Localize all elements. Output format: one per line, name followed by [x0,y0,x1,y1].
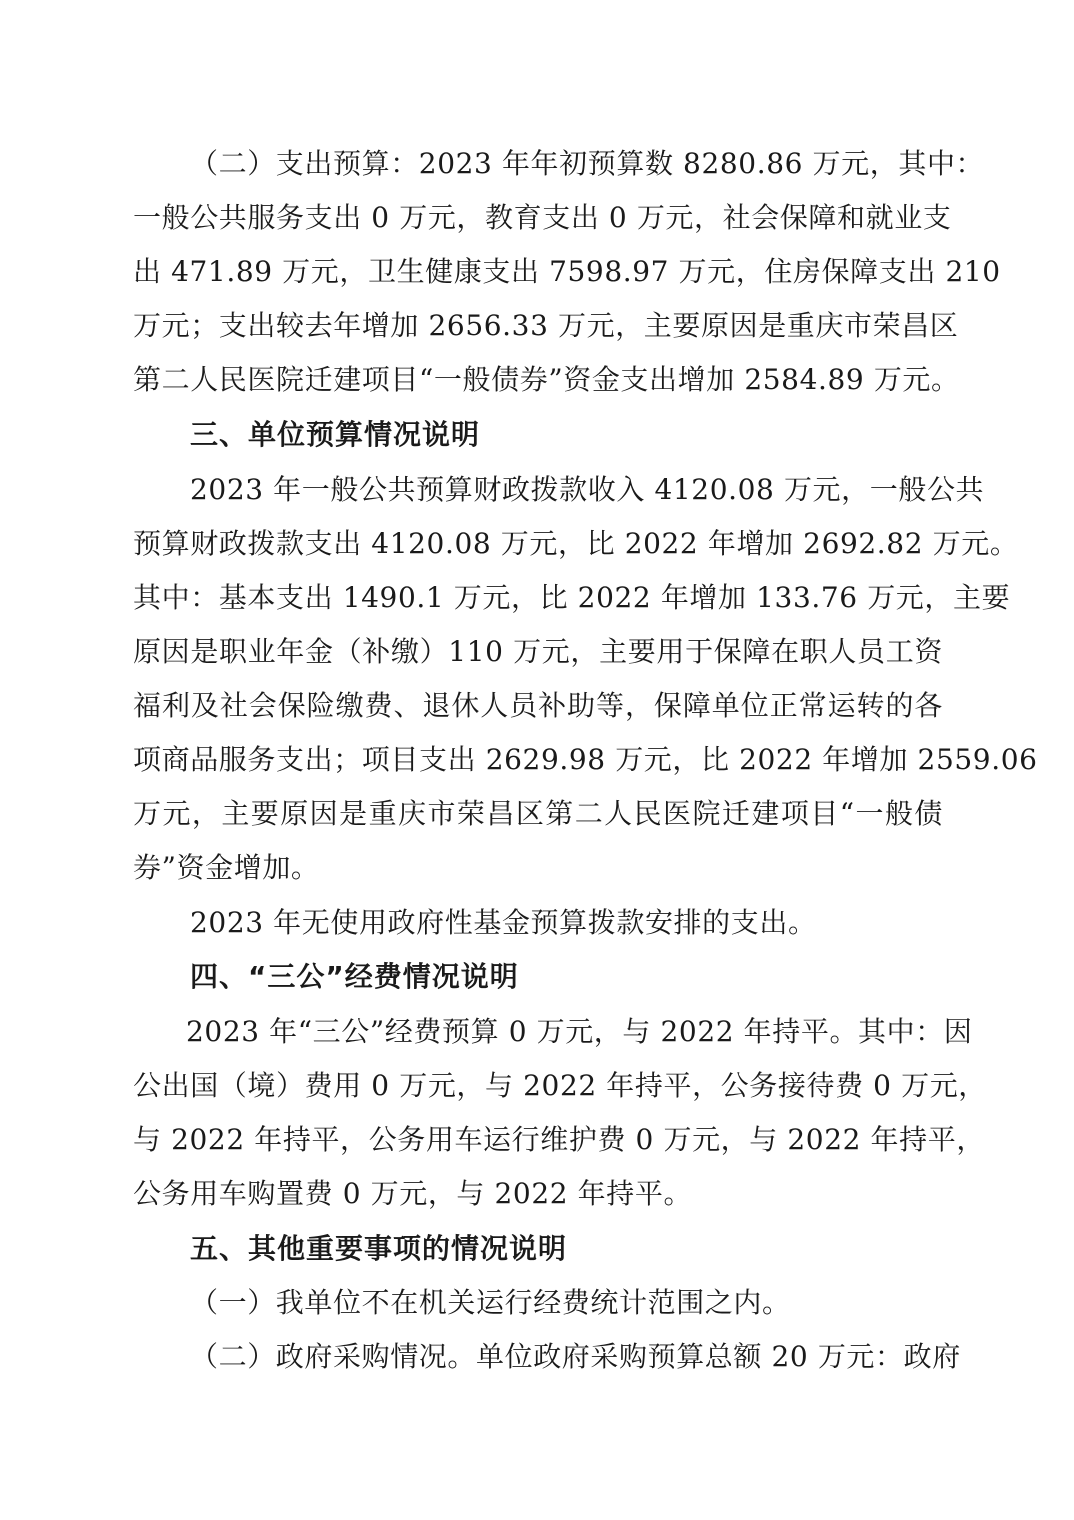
unit-budget-line-4: 原因是职业年金（补缴）110 万元，主要用于保障在职人员工资 [133,635,943,668]
section-heading-unit-budget: 三、单位预算情况说明 [190,418,481,451]
unit-budget-line-2: 预算财政拨款支出 4120.08 万元，比 2022 年增加 2692.82 万元。 [133,527,1019,560]
section-heading-three-public: 四、“三公”经费情况说明 [190,960,519,993]
three-public-line-1: 2023 年“三公”经费预算 0 万元，与 2022 年持平。其中：因 [186,1015,973,1048]
expense-budget-line-4: 万元；支出较去年增加 2656.33 万元，主要原因是重庆市荣昌区 [133,309,959,342]
section-heading-other-matters: 五、其他重要事项的情况说明 [190,1232,568,1265]
three-public-line-2: 公出国（境）费用 0 万元，与 2022 年持平，公务接待费 0 万元， [133,1069,987,1102]
unit-budget-line-5: 福利及社会保险缴费、退休人员补助等，保障单位正常运转的各 [133,689,943,722]
expense-budget-line-5: 第二人民医院迁建项目“一般债券”资金支出增加 2584.89 万元。 [133,363,960,396]
expense-budget-line-3: 出 471.89 万元，卫生健康支出 7598.97 万元，住房保障支出 210 [133,255,1001,288]
three-public-line-3: 与 2022 年持平，公务用车运行维护费 0 万元，与 2022 年持平， [133,1123,985,1156]
unit-budget-line-7: 万元，主要原因是重庆市荣昌区第二人民医院迁建项目“一般债 [133,797,943,830]
unit-budget-line-8: 券”资金增加。 [133,851,320,884]
expense-budget-line-2: 一般公共服务支出 0 万元，教育支出 0 万元，社会保障和就业支 [133,201,952,234]
unit-budget-line-3: 其中：基本支出 1490.1 万元，比 2022 年增加 133.76 万元，主要 [133,581,1011,614]
unit-budget-line-1: 2023 年一般公共预算财政拨款收入 4120.08 万元，一般公共 [190,473,985,506]
other-matters-item-2: （二）政府采购情况。单位政府采购预算总额 20 万元：政府 [190,1340,961,1373]
gov-fund-statement: 2023 年无使用政府性基金预算拨款安排的支出。 [190,906,817,939]
unit-budget-line-6: 项商品服务支出；项目支出 2629.98 万元，比 2022 年增加 2559.06 [133,743,1038,776]
expense-budget-line-1: （二）支出预算：2023 年年初预算数 8280.86 万元，其中： [190,147,985,180]
other-matters-item-1: （一）我单位不在机关运行经费统计范围之内。 [190,1286,791,1319]
three-public-line-4: 公务用车购置费 0 万元，与 2022 年持平。 [133,1177,693,1210]
